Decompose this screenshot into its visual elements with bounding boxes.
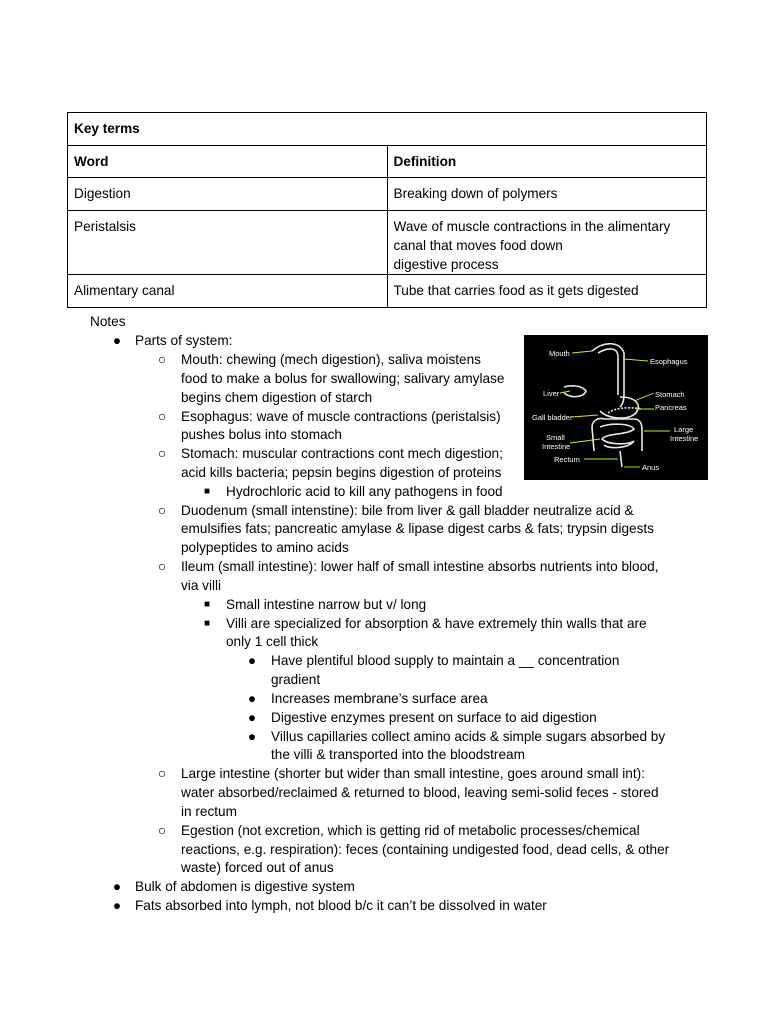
term-definition: Breaking down of polymers — [387, 178, 707, 211]
label-small-intestine: Intestine — [542, 442, 571, 451]
filled-bullet-icon: ● — [247, 653, 257, 668]
square-bullet-icon: ■ — [203, 486, 211, 497]
term-definition — [387, 211, 707, 275]
hollow-bullet-icon: ○ — [157, 409, 167, 424]
list-item: via villi — [181, 578, 222, 593]
list-item: polypeptides to amino acids — [181, 540, 349, 555]
table-row — [68, 211, 707, 275]
list-item: food to make a bolus for swallowing; salivary amylase — [181, 371, 505, 386]
stomach-pointer-icon — [634, 393, 654, 401]
list-item: Esophagus: wave of muscle contractions (peristalsis) — [181, 409, 501, 424]
list-item: begins chem digestion of starch — [181, 390, 373, 405]
label-large-intestine: Intestine — [670, 434, 699, 443]
list-item: acid kills bacteria; pepsin begins digestion of proteins — [181, 465, 502, 480]
list-item: Small intestine narrow but v/ long — [226, 597, 427, 612]
column-header-word: Word — [68, 146, 388, 178]
digestive-system-diagram — [524, 335, 708, 480]
label-rectum: Rectum — [554, 455, 580, 464]
list-item: Bulk of abdomen is digestive system — [135, 879, 355, 894]
list-item: Large intestine (shorter but wider than small intestine, goes around small int): — [181, 766, 645, 781]
label-small-intestine: Small — [546, 433, 565, 442]
label-mouth: Mouth — [549, 349, 570, 358]
esophagus-shape — [592, 344, 624, 407]
list-item: Hydrochloric acid to kill any pathogens in food — [226, 484, 503, 499]
list-item: Fats absorbed into lymph, not blood b/c it can’t be dissolved in water — [135, 898, 547, 913]
liver-pointer-icon — [560, 391, 570, 393]
label-esophagus: Esophagus — [650, 357, 688, 366]
filled-bullet-icon: ● — [112, 333, 122, 348]
small-intestine-shape — [600, 424, 634, 447]
filled-bullet-icon: ● — [247, 710, 257, 725]
list-item: the villi & transported into the bloodstream — [271, 747, 525, 762]
list-item: Villus capillaries collect amino acids & simple sugars absorbed by — [271, 729, 666, 744]
list-item: Mouth: chewing (mech digestion), saliva moistens — [181, 352, 481, 367]
square-bullet-icon: ■ — [203, 599, 211, 610]
esophagus-shape — [598, 349, 618, 395]
list-item: Ileum (small intestine): lower half of small intestine absorbs nutrients into blood, — [181, 559, 659, 574]
list-item: Digestive enzymes present on surface to aid digestion — [271, 710, 597, 725]
table-row — [68, 178, 707, 211]
list-item: Villi are specialized for absorption & have extremely thin walls that are — [226, 616, 647, 631]
rectum-shape — [620, 451, 622, 467]
hollow-bullet-icon: ○ — [157, 503, 167, 518]
list-item: Duodenum (small intenstine): bile from liver & gall bladder neutralize acid & — [181, 503, 634, 518]
notes-title: Notes — [90, 314, 126, 329]
label-gall-bladder: Gall bladder — [532, 413, 573, 422]
hollow-bullet-icon: ○ — [157, 446, 167, 461]
list-item: waste) forced out of anus — [181, 860, 334, 875]
label-stomach: Stomach — [655, 390, 685, 399]
list-item: only 1 cell thick — [226, 634, 319, 649]
square-bullet-icon: ■ — [203, 618, 211, 629]
esophagus-pointer-icon — [624, 359, 648, 361]
list-item: pushes bolus into stomach — [181, 427, 342, 442]
list-item: Have plentiful blood supply to maintain a __ concentration — [271, 653, 620, 668]
term-word: Alimentary canal — [68, 275, 388, 308]
label-large-intestine: Large — [674, 425, 694, 434]
list-item: reactions, e.g. respiration): feces (containing undigested food, dead cells, & other — [181, 842, 670, 857]
column-header-definition: Definition — [387, 146, 707, 178]
gall-bladder-pointer-icon — [572, 415, 598, 417]
label-pancreas: Pancreas — [655, 403, 687, 412]
term-word: Digestion — [68, 178, 388, 211]
list-item: Egestion (not excretion, which is getting rid of metabolic processes/chemical — [181, 823, 640, 838]
list-item: Increases membrane’s surface area — [271, 691, 488, 706]
key-terms-title: Key terms — [68, 113, 707, 146]
list-item: water absorbed/reclaimed & returned to blood, leaving semi-solid feces - stored — [181, 785, 659, 800]
table-row — [68, 275, 707, 308]
key-terms-table — [67, 112, 707, 308]
definition-line: Wave of muscle contractions in the alimentary canal that moves food down — [393, 219, 671, 253]
label-anus: Anus — [642, 463, 660, 472]
hollow-bullet-icon: ○ — [157, 352, 167, 367]
filled-bullet-icon: ● — [112, 898, 122, 913]
hollow-bullet-icon: ○ — [157, 559, 167, 574]
filled-bullet-icon: ● — [247, 729, 257, 744]
digestive-system-illustration — [524, 335, 708, 480]
list-item: emulsifies fats; pancreatic amylase & lipase digest carbs & fats; trypsin digests — [181, 521, 654, 536]
list-item: Stomach: muscular contractions cont mech digestion; — [181, 446, 503, 461]
mouth-pointer-icon — [572, 351, 592, 353]
term-word: Peristalsis — [68, 211, 388, 275]
list-item: in rectum — [181, 804, 237, 819]
definition-line: digestive process — [393, 257, 499, 272]
filled-bullet-icon: ● — [247, 691, 257, 706]
term-definition: Tube that carries food as it gets digested — [387, 275, 707, 308]
hollow-bullet-icon: ○ — [157, 823, 167, 838]
filled-bullet-icon: ● — [112, 879, 122, 894]
hollow-bullet-icon: ○ — [157, 766, 167, 781]
list-item: Parts of system: — [135, 333, 233, 348]
small-intestine-pointer-icon — [570, 439, 600, 443]
label-liver: Liver — [543, 389, 560, 398]
list-item: gradient — [271, 672, 321, 687]
